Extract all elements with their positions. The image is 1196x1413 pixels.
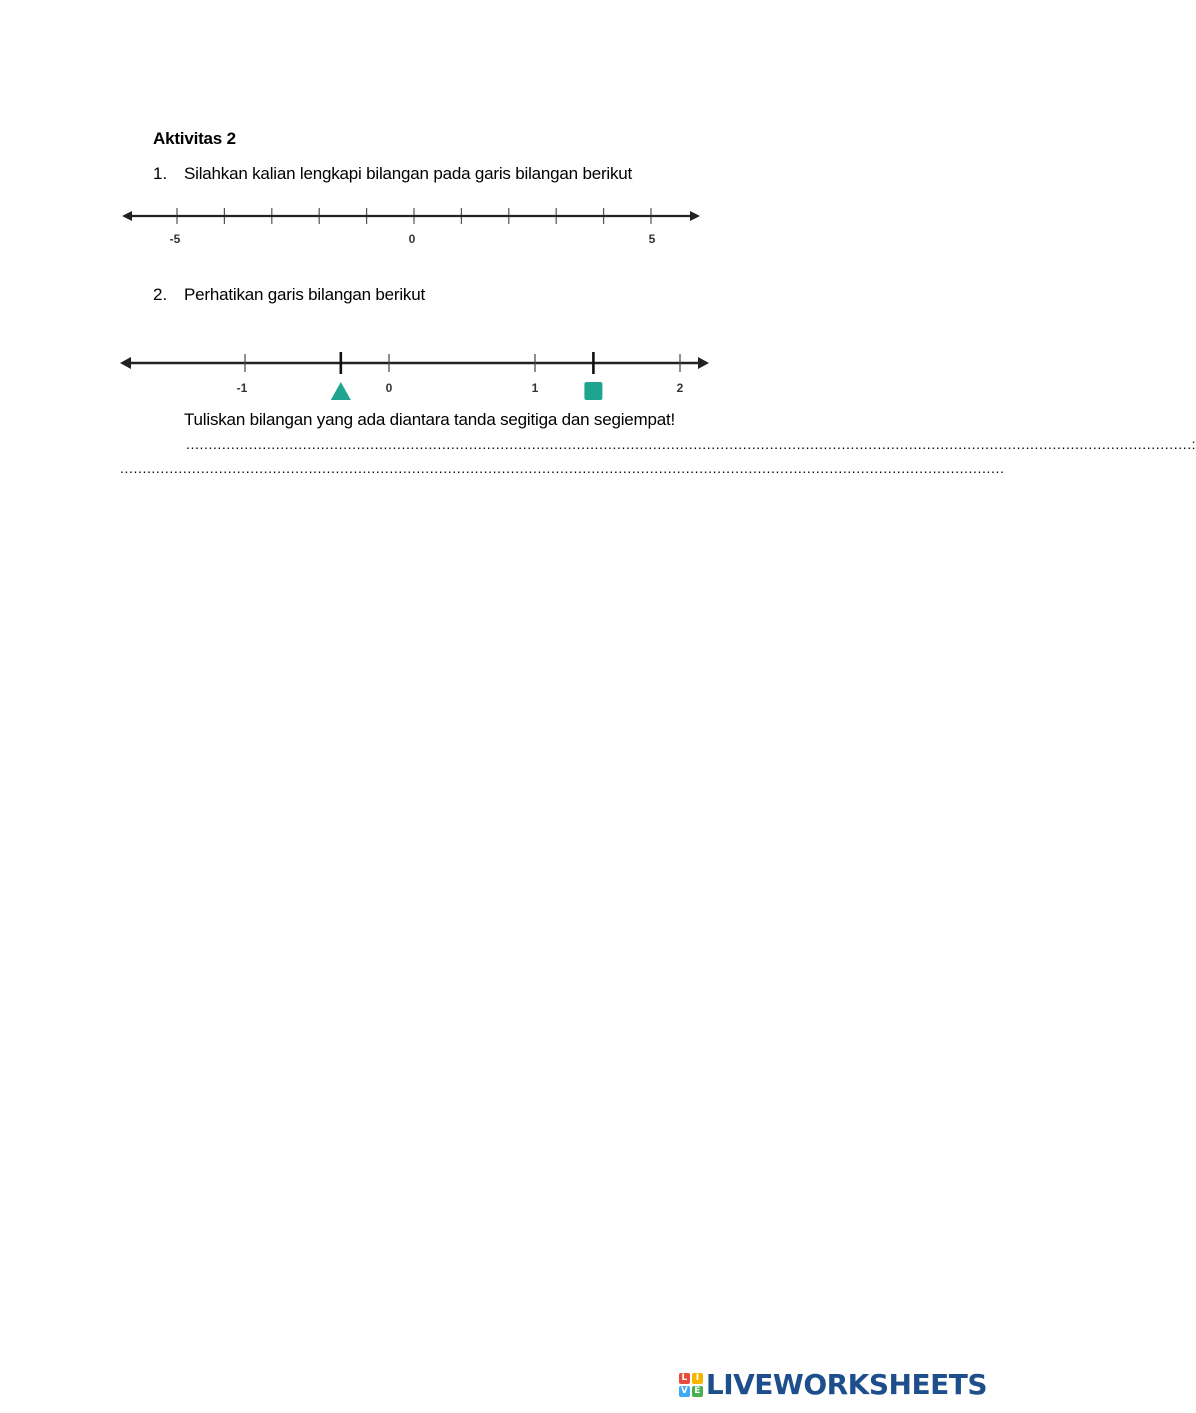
- answer-line-1[interactable]: ................................................................................................................................................................................................................................:: [186, 436, 1196, 452]
- number-line-2-right-arrow: [698, 357, 709, 369]
- number-line-2-label-minus-one: -1: [236, 381, 248, 395]
- number-line-2-label-two: 2: [676, 381, 684, 395]
- triangle-marker: [331, 382, 351, 400]
- number-line-2-left-arrow: [120, 357, 131, 369]
- logo-letter-v: V: [679, 1386, 690, 1397]
- number-line-2-label-one: 1: [531, 381, 539, 395]
- number-line-1-right-arrow: [690, 211, 700, 221]
- logo-text: LIVEWORKSHEETS: [705, 1368, 987, 1401]
- question-2-number: 2.: [153, 285, 168, 304]
- number-line-2: [118, 345, 718, 405]
- liveworksheets-logo: [679, 1368, 987, 1401]
- question-2-text: Perhatikan garis bilangan berikut: [184, 285, 425, 304]
- number-line-1: [120, 200, 710, 250]
- instruction-text: Tuliskan bilangan yang ada diantara tanda segitiga dan segiempat!: [184, 410, 676, 429]
- activity-heading: Aktivitas 2: [153, 129, 236, 148]
- logo-letter-e: E: [692, 1386, 703, 1397]
- logo-mark-icon: [679, 1373, 703, 1397]
- logo-letter-i: I: [692, 1373, 703, 1384]
- number-line-1-label-left: -5: [169, 232, 181, 246]
- square-marker: [584, 382, 602, 400]
- number-line-1-label-right: 5: [648, 232, 656, 246]
- logo-letter-l: L: [679, 1373, 690, 1384]
- number-line-1-left-arrow: [122, 211, 132, 221]
- question-1-text: Silahkan kalian lengkapi bilangan pada garis bilangan berikut: [184, 164, 633, 183]
- number-line-2-label-zero: 0: [385, 381, 393, 395]
- number-line-1-label-zero: 0: [408, 232, 416, 246]
- question-1-number: 1.: [153, 164, 168, 183]
- answer-line-2[interactable]: .....................................................................................................................................................................................................: [120, 460, 1005, 476]
